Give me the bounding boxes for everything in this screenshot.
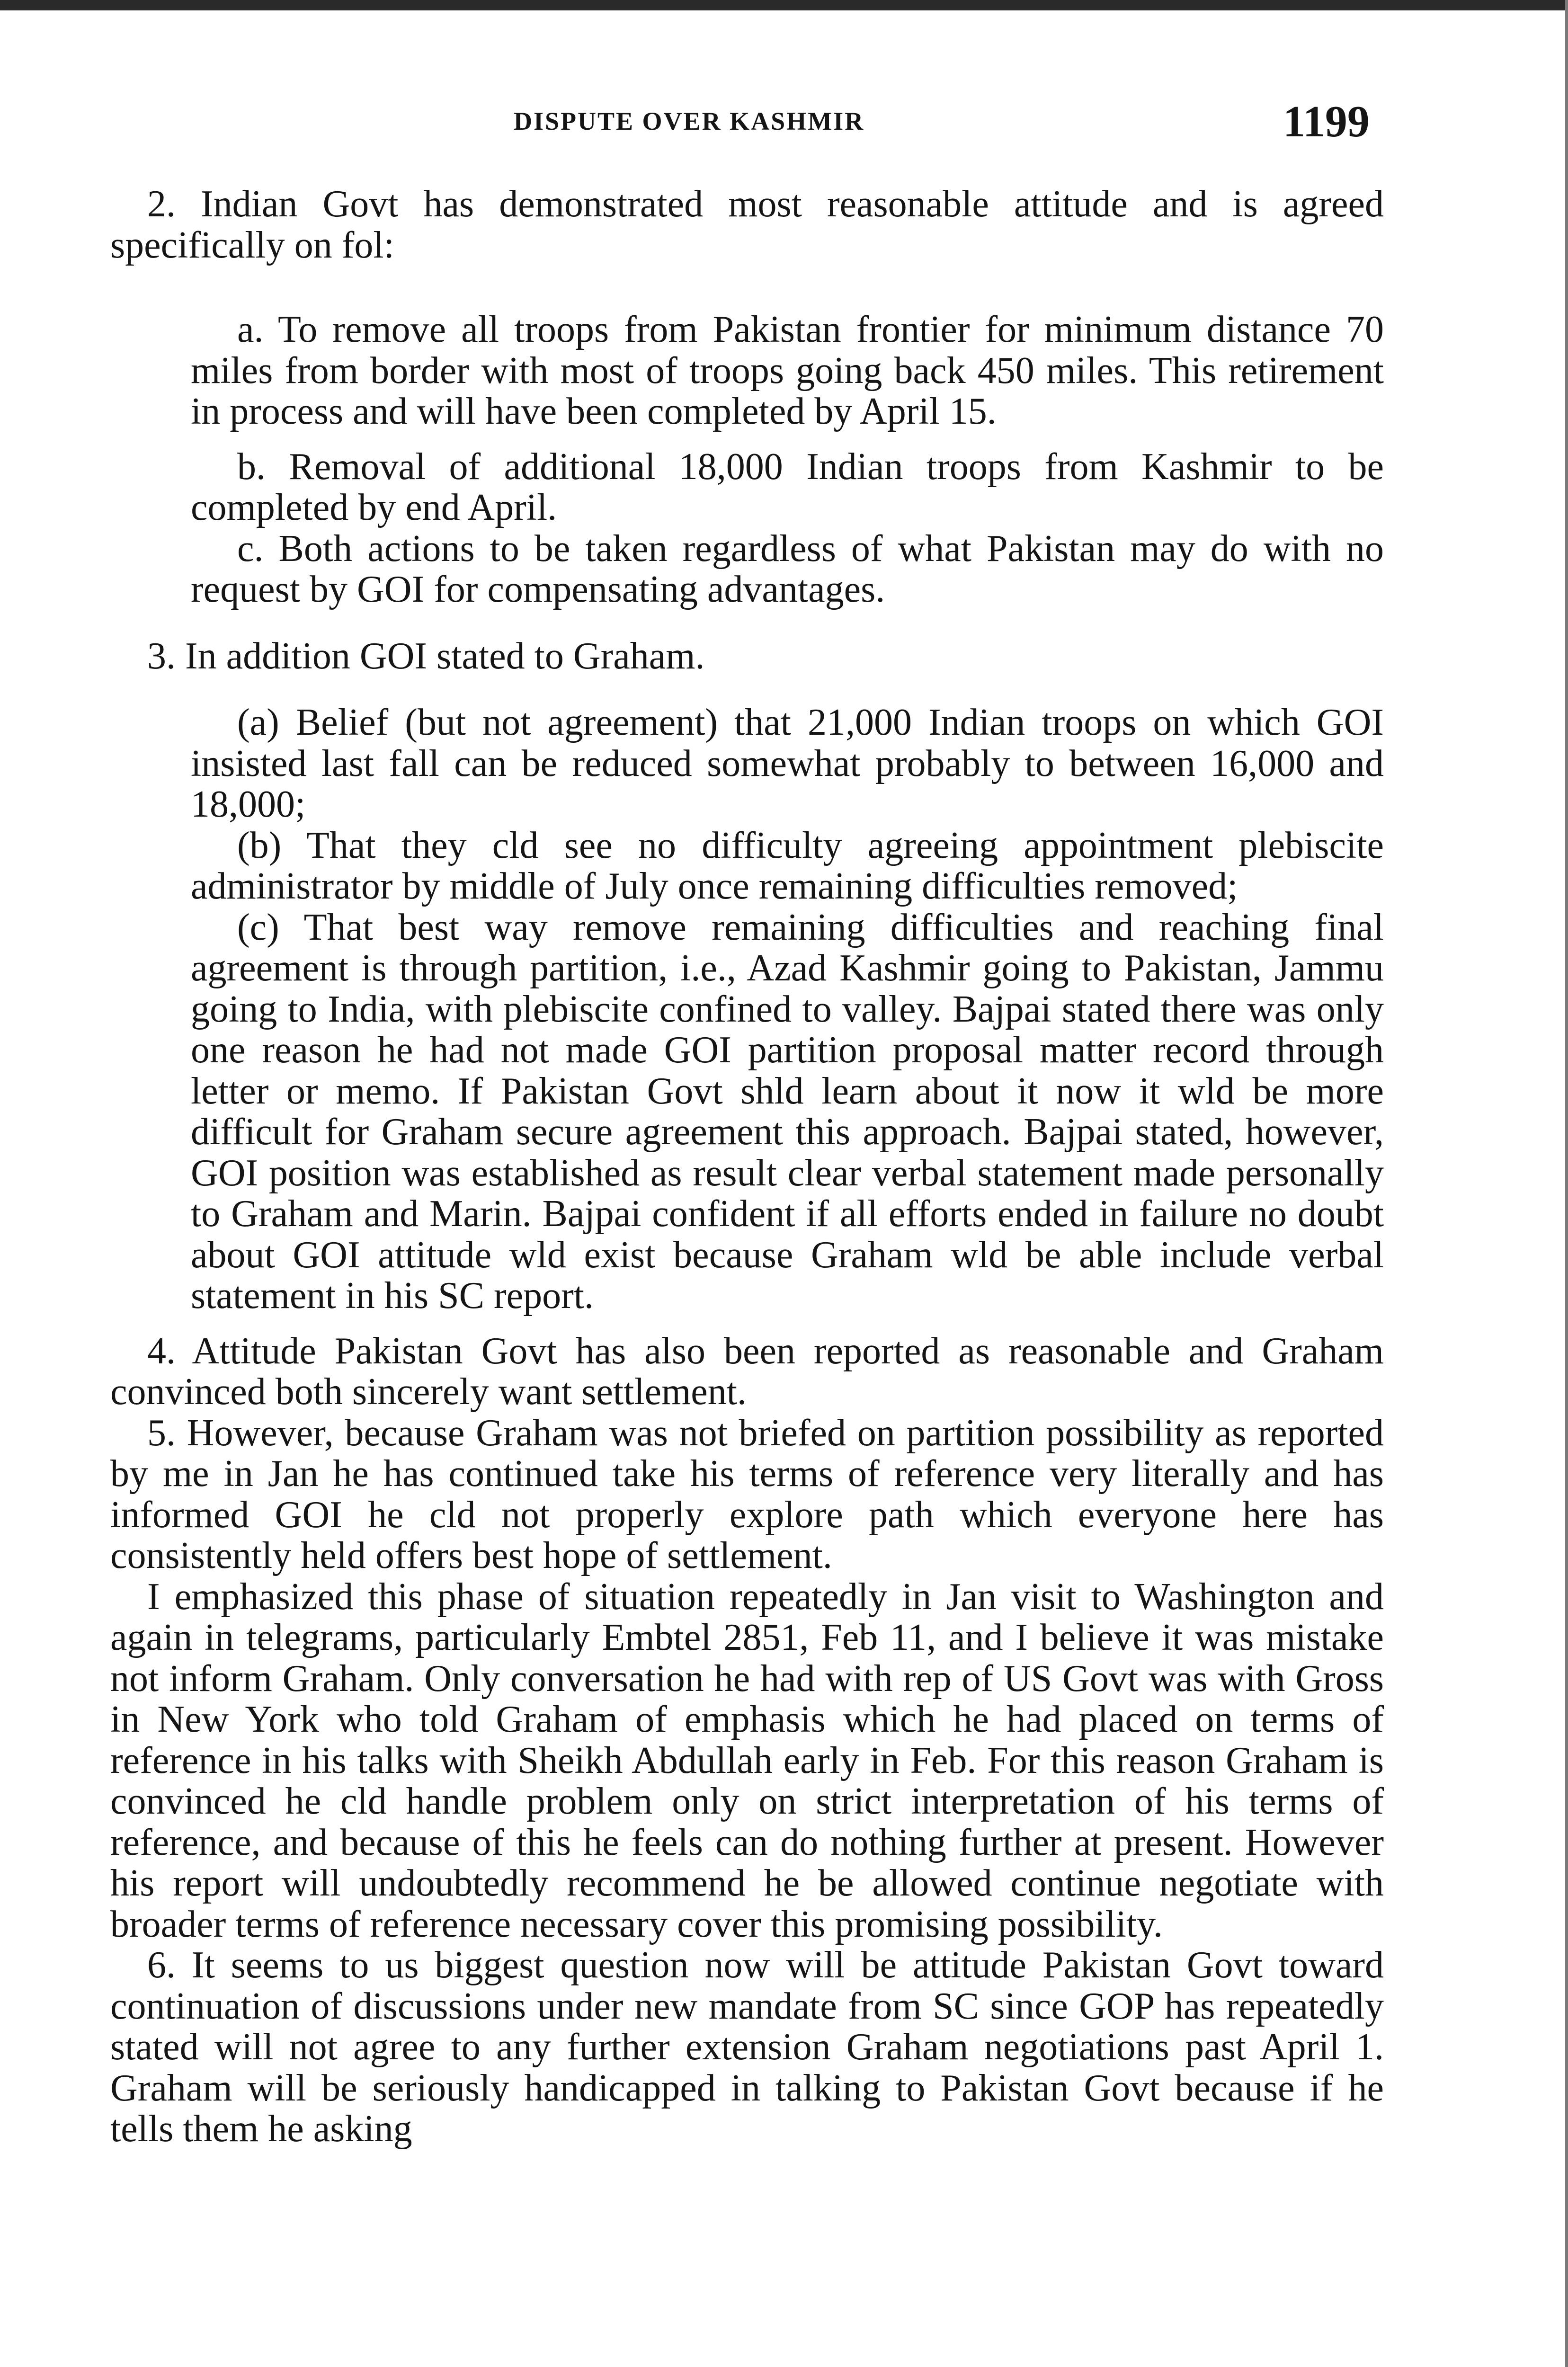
paragraph-6: 6. It seems to us biggest question now will be attitude Pakistan Govt toward continuation of discussions under new mandate from SC since GOP has repeatedly stated will not agree to any further extension Graham negotiations past April 1. Graham will be seriously handicapped in talking to Pakistan Govt because if he tells them he asking [110,1944,1384,2150]
item-c-paren: (c) That best way remove remaining difficulties and reaching final agreement is through partition, i.e., Azad Kashmir going to Pakistan, Jammu going to India, with plebiscite confined to valley. Bajpai stated there was only one reason he had not made GOI partition proposal matter record through letter or memo. If Pakistan Govt shld learn about it now it wld be more difficult for Graham secure agreement this approach. Bajpai stated, however, GOI position was established as result clear verbal statement made personally to Graham and Marin. Bajpai confident if all efforts ended in failure no doubt about GOI attitude wld exist because Graham wld be able include verbal statement in his SC report. [191,906,1384,1317]
item-a: a. To remove all troops from Pakistan frontier for minimum distance 70 miles from border with most of troops going back 450 miles. This retirement in process and will have been completed by April 15. [191,309,1384,432]
paragraph-3: 3. In addition GOI stated to Graham. [147,635,705,677]
paragraph-2: 2. Indian Govt has demonstrated most reasonable attitude and is agreed specifically on fol: [110,183,1384,266]
item-c: c. Both actions to be taken regardless of what Pakistan may do with no request by GOI for compensating advantages. [191,527,1384,610]
body-text [110,184,1384,2150]
page-number: 1199 [1283,97,1370,146]
running-head: DISPUTE OVER KASHMIR [514,107,865,135]
paragraph-4: 4. Attitude Pakistan Govt has also been reported as reasonable and Graham convinced both sincerely want settlement. [110,1330,1384,1413]
paragraph-5: 5. However, because Graham was not briefed on partition possibility as reported by me in Jan he has continued take his terms of reference very literally and has informed GOI he cld not properly explore path which everyone here has consistently held offers best hope of settlement. [110,1412,1384,1576]
item-b: b. Removal of additional 18,000 Indian troops from Kashmir to be completed by end April. [191,445,1384,528]
item-a-paren: (a) Belief (but not agreement) that 21,000 Indian troops on which GOI insisted last fall can be reduced somewhat probably to between 16,000 and 18,000; [191,702,1384,825]
top-border-rule [0,0,1568,10]
right-border-rule [1565,0,1568,2367]
paragraph-5-continued: I emphasized this phase of situation repeatedly in Jan visit to Washington and again in telegrams, particularly Embtel 2851, Feb 11, and I believe it was mistake not inform Graham. Only conversation he had with rep of US Govt was with Gross in New York who told Graham of emphasis which he had placed on terms of reference in his talks with Sheikh Abdullah early in Feb. For this reason Graham is convinced he cld handle problem only on strict interpretation of his terms of reference, and because of this he feels can do nothing further at present. However his report will undoubtedly recommend he be allowed continue negotiate with broader terms of reference necessary cover this promising possibility. [110,1575,1384,1945]
item-b-paren: (b) That they cld see no difficulty agreeing appointment plebiscite administrator by middle of July once remaining difficulties removed; [191,824,1384,907]
page-header [0,97,1568,146]
